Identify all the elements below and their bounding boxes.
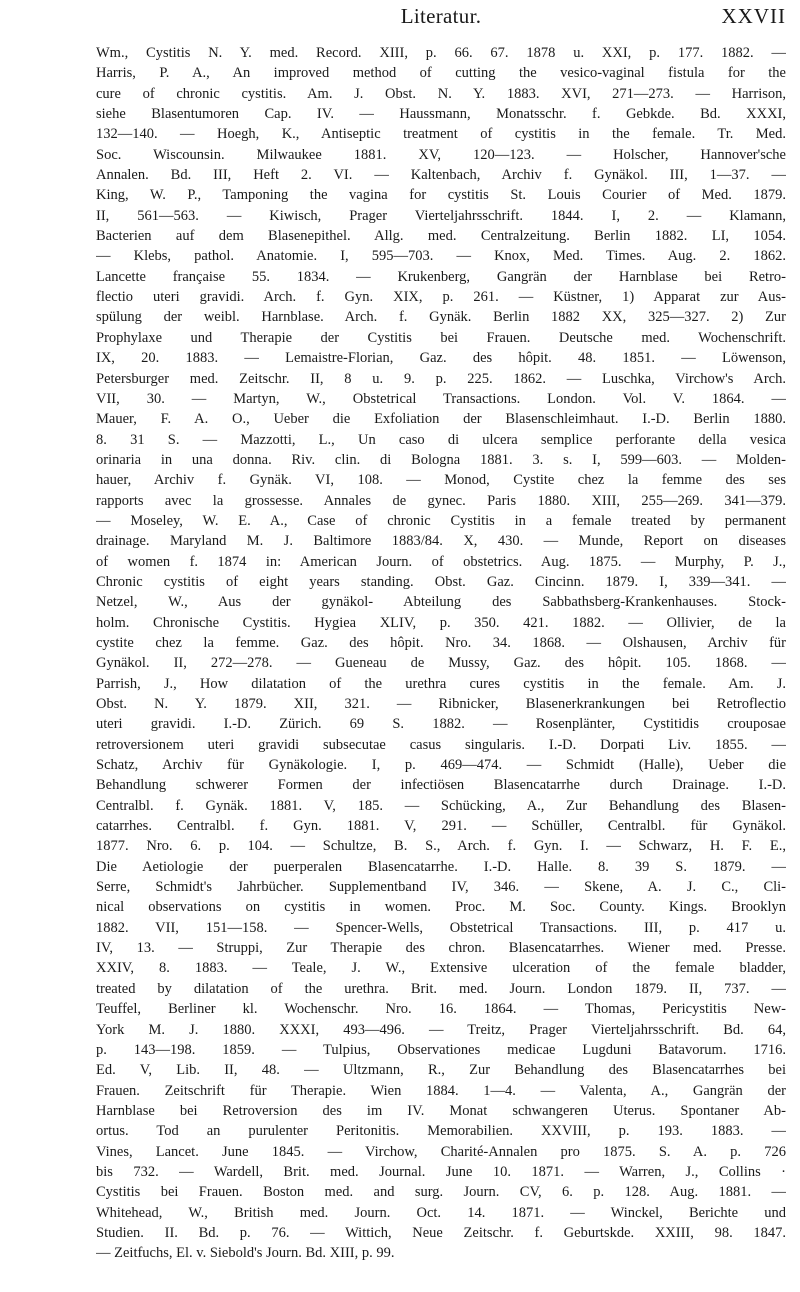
text-line: IV, 13. — Struppi, Zur Therapie des chron. Blasencatarrhes. Wiener med. Presse.: [96, 940, 786, 957]
text-line: orinaria in una donna. Riv. clin. di Bologna 1881. 3. s. I, 599—603. — Molden-: [96, 451, 786, 468]
text-line: Parrish, J., How dilatation of the urethra cures cystitis in the female. Am. J.: [96, 675, 786, 692]
text-line: Vines, Lancet. June 1845. — Virchow, Charité-Annalen pro 1875. S. A. p. 726: [96, 1143, 786, 1160]
text-line: 1882. VII, 151—158. — Spencer-Wells, Obstetrical Transactions. III, p. 417 u.: [96, 919, 786, 936]
text-line: flectio uteri gravidi. Arch. f. Gyn. XIX, p. 261. — Küstner, 1) Apparat zur Aus-: [96, 289, 786, 306]
text-line: Harnblase bei Retroversion des im IV. Monat schwangeren Uterus. Spontaner Ab-: [96, 1102, 786, 1119]
text-line: Whitehead, W., British med. Journ. Oct. 14. 1871. — Winckel, Berichte und: [96, 1204, 786, 1221]
text-line: 1877. Nro. 6. p. 104. — Schultze, B. S., Arch. f. Gyn. I. — Schwarz, H. F. E.,: [96, 838, 786, 855]
running-head: [96, 4, 786, 34]
text-line: uteri gravidi. I.-D. Zürich. 69 S. 1882. — Rosenplänter, Cystitidis crouposae: [96, 716, 786, 733]
text-line: of women f. 1874 in: American Journ. of obstetrics. Aug. 1875. — Murphy, P. J.,: [96, 553, 786, 570]
text-line: Petersburger med. Zeitschr. II, 8 u. 9. p. 225. 1862. — Luschka, Virchow's Arch.: [96, 370, 786, 387]
text-line: bis 732. — Wardell, Brit. med. Journal. June 10. 1871. — Warren, J., Collins ·: [96, 1163, 786, 1180]
text-line: Serre, Schmidt's Jahrbücher. Supplementband IV, 346. — Skene, A. J. C., Cli-: [96, 879, 786, 896]
text-line: — Klebs, pathol. Anatomie. I, 595—703. — Knox, Med. Times. Aug. 2. 1862.: [96, 248, 786, 265]
text-line: Harris, P. A., An improved method of cutting the vesico-vaginal fistula for the: [96, 65, 786, 82]
text-line: Obst. N. Y. 1879. XII, 321. — Ribnicker, Blasenerkrankungen bei Retroflectio: [96, 696, 786, 712]
text-line: II, 561—563. — Kiwisch, Prager Vierteljahrsschrift. 1844. I, 2. — Klamann,: [96, 207, 786, 224]
text-line: Lancette française 55. 1834. — Krukenberg, Gangrän der Harnblase bei Retro-: [96, 268, 786, 285]
text-line: XXIV, 8. 1883. — Teale, J. W., Extensive ulceration of the female bladder,: [96, 960, 786, 977]
text-line: VII, 30. — Martyn, W., Obstetrical Transactions. London. Vol. V. 1864. —: [96, 390, 786, 407]
text-line: retroversionem uteri gravidi subsecutae casus singularis. I.-D. Dorpati Liv. 1855. —: [96, 736, 786, 753]
text-line: Gynäkol. II, 272—278. — Gueneau de Mussy, Gaz. des hôpit. 105. 1868. —: [96, 655, 786, 672]
text-line: ortus. Tod an purulenter Peritonitis. Memorabilien. XXVIII, p. 193. 1883. —: [96, 1123, 786, 1140]
text-line: holm. Chronische Cystitis. Hygiea XLIV, p. 350. 421. 1882. — Ollivier, de la: [96, 614, 786, 631]
text-line: rapports avec la grossesse. Annales de gynec. Paris 1880. XIII, 255—269. 341—379.: [96, 492, 786, 509]
text-line: Bacterien auf dem Blasenepithel. Allg. med. Centralzeitung. Berlin 1882. LI, 1054.: [96, 228, 786, 245]
text-line: — Moseley, W. E. A., Case of chronic Cystitis in a female treated by permanent: [96, 512, 786, 529]
text-line: Cystitis bei Frauen. Boston med. and surg. Journ. CV, 6. p. 128. Aug. 1881. —: [96, 1184, 786, 1201]
text-line: Soc. Wiscounsin. Milwaukee 1881. XV, 120—123. — Holscher, Hannover'sche: [96, 146, 786, 163]
text-line: Centralbl. f. Gynäk. 1881. V, 185. — Schücking, A., Zur Behandlung des Blasen-: [96, 797, 786, 814]
text-line: King, W. P., Tamponing the vagina for cystitis St. Louis Courier of Med. 1879.: [96, 187, 786, 204]
text-line: York M. J. 1880. XXXI, 493—496. — Treitz, Prager Vierteljahrsschrift. Bd. 64,: [96, 1021, 786, 1038]
page-number: XXVII: [721, 4, 786, 28]
text-line: Frauen. Zeitschrift für Therapie. Wien 1884. 1—4. — Valenta, A., Gangrän der: [96, 1082, 786, 1099]
text-line: Ed. V, Lib. II, 48. — Ultzmann, R., Zur Behandlung des Blasencatarrhes bei: [96, 1062, 786, 1079]
bibliography-text: [96, 43, 786, 1264]
text-line: p. 143—198. 1859. — Tulpius, Observationes medicae Lugduni Batavorum. 1716.: [96, 1041, 786, 1058]
text-line: Prophylaxe und Therapie der Cystitis bei Frauen. Deutsche med. Wochenschrift.: [96, 329, 786, 346]
text-line: siehe Blasentumoren Cap. IV. — Haussmann, Monatsschr. f. Gebkde. Bd. XXXI,: [96, 106, 786, 123]
text-line: hauer, Archiv f. Gynäk. VI, 108. — Monod, Cystite chez la femme des ses: [96, 472, 786, 489]
text-line: Die Aetiologie der puerperalen Blasencatarrhe. I.-D. Halle. 8. 39 S. 1879. —: [96, 858, 786, 875]
running-title: Literatur.: [400, 4, 482, 28]
text-line: cystite chez la femme. Gaz. des hôpit. Nro. 34. 1868. — Olshausen, Archiv für: [96, 634, 786, 651]
text-line: Annalen. Bd. III, Heft 2. VI. — Kaltenbach, Archiv f. Gynäkol. III, 1—37. —: [96, 167, 786, 184]
text-line: 132—140. — Hoegh, K., Antiseptic treatment of cystitis in the female. Tr. Med.: [96, 126, 786, 143]
text-line: Schatz, Archiv für Gynäkologie. I, p. 469—474. — Schmidt (Halle), Ueber die: [96, 757, 786, 774]
text-line: 8. 31 S. — Mazzotti, L., Un caso di ulcera semplice perforante della vesica: [96, 431, 786, 448]
text-line: Teuffel, Berliner kl. Wochenschr. Nro. 16. 1864. — Thomas, Pericystitis New-: [96, 1001, 786, 1018]
text-line: Studien. II. Bd. p. 76. — Wittich, Neue Zeitschr. f. Geburtskde. XXIII, 98. 1847.: [96, 1224, 786, 1241]
text-line: nical observations on cystitis in women. Proc. M. Soc. County. Kings. Brooklyn: [96, 899, 786, 916]
text-line: Wm., Cystitis N. Y. med. Record. XIII, p. 66. 67. 1878 u. XXI, p. 177. 1882. —: [96, 45, 786, 61]
text-line: Chronic cystitis of eight years standing. Obst. Gaz. Cincinn. 1879. I, 339—341. —: [96, 573, 786, 590]
text-line: IX, 20. 1883. — Lemaistre-Florian, Gaz. des hôpit. 48. 1851. — Löwenson,: [96, 350, 786, 367]
text-line: drainage. Maryland M. J. Baltimore 1883/84. X, 430. — Munde, Report on diseases: [96, 533, 786, 550]
text-line: — Zeitfuchs, El. v. Siebold's Journ. Bd. XIII, p. 99.: [96, 1245, 395, 1262]
text-line: Behandlung schwerer Formen der infectiösen Blasencatarrhe durch Drainage. I.-D.: [96, 777, 786, 794]
text-line: Mauer, F. A. O., Ueber die Exfoliation der Blasenschleimhaut. I.-D. Berlin 1880.: [96, 411, 786, 428]
text-line: Netzel, W., Aus der gynäkol- Abteilung des Sabbathsberg-Krankenhauses. Stock-: [96, 594, 786, 611]
text-line: catarrhes. Centralbl. f. Gyn. 1881. V, 291. — Schüller, Centralbl. für Gynäkol.: [96, 818, 786, 835]
text-line: cure of chronic cystitis. Am. J. Obst. N. Y. 1883. XVI, 271—273. — Harrison,: [96, 85, 786, 102]
text-line: treated by dilatation of the urethra. Brit. med. Journ. London 1879. II, 737. —: [96, 980, 786, 997]
text-line: spülung der weibl. Harnblase. Arch. f. Gynäk. Berlin 1882 XX, 325—327. 2) Zur: [96, 309, 786, 326]
